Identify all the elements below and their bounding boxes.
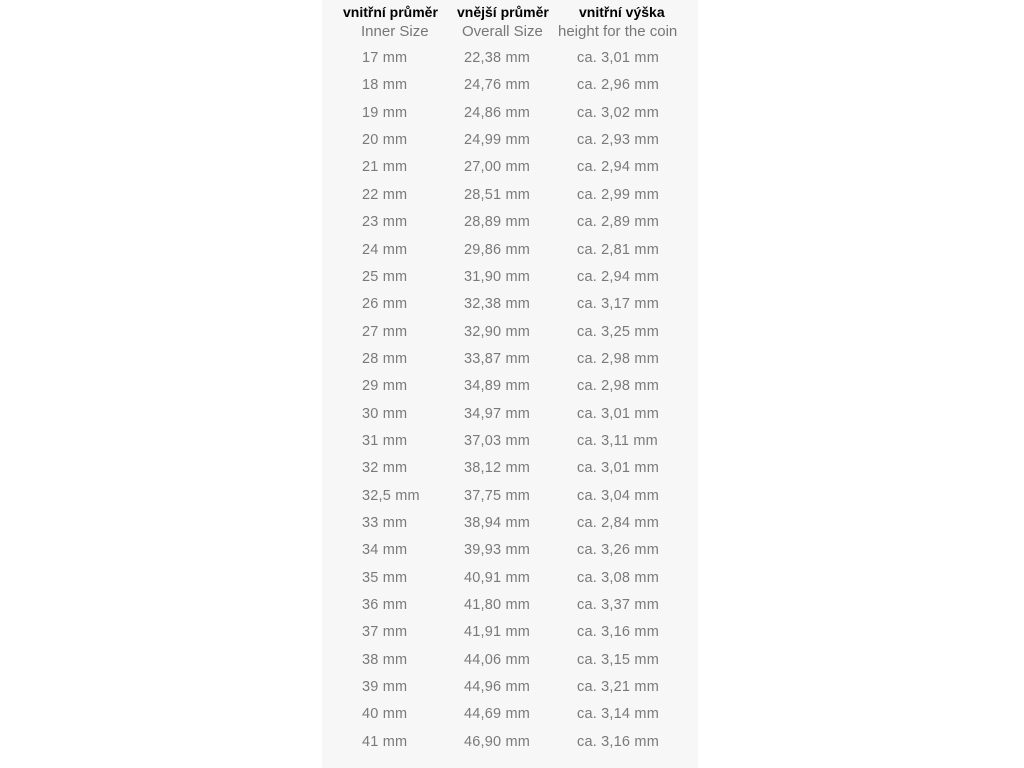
- overall-size-cell: 46,90 mm: [464, 733, 531, 750]
- table-row: [322, 132, 698, 152]
- table-row: [322, 187, 698, 207]
- table-row: [322, 706, 698, 726]
- overall-size-cell: 29,86 mm: [464, 241, 531, 258]
- table-row: [322, 624, 698, 644]
- inner-size-cell: 38 mm: [362, 651, 408, 668]
- table-row: [322, 433, 698, 453]
- table-row: [322, 242, 698, 262]
- overall-size-cell: 34,97 mm: [464, 405, 531, 422]
- table-row: [322, 542, 698, 562]
- height-cell: ca. 3,17 mm: [577, 296, 659, 313]
- overall-size-cell: 27,00 mm: [464, 159, 531, 176]
- overall-size-cell: 28,89 mm: [464, 214, 531, 231]
- height-cell: ca. 3,15 mm: [577, 651, 659, 668]
- inner-size-cell: 37 mm: [362, 624, 408, 641]
- header-height-en: height for the coin: [558, 23, 678, 40]
- inner-size-cell: 39 mm: [362, 679, 408, 696]
- height-cell: ca. 2,94 mm: [577, 268, 659, 285]
- header-height-cz: vnitřní výška: [579, 4, 665, 20]
- height-cell: ca. 3,08 mm: [577, 569, 659, 586]
- table-row: [322, 159, 698, 179]
- inner-size-cell: 25 mm: [362, 268, 408, 285]
- height-cell: ca. 3,11 mm: [577, 432, 658, 449]
- table-row: [322, 570, 698, 590]
- table-row: [322, 734, 698, 754]
- table-row: [322, 105, 698, 125]
- overall-size-cell: 38,94 mm: [464, 515, 531, 531]
- overall-size-cell: 37,03 mm: [464, 432, 531, 449]
- header-inner-en: Inner Size: [361, 23, 429, 40]
- inner-size-cell: 23 mm: [362, 214, 408, 231]
- table-row: [322, 406, 698, 426]
- height-cell: ca. 2,98 mm: [577, 378, 659, 395]
- inner-size-cell: 40 mm: [362, 706, 408, 723]
- height-cell: ca. 3,21 mm: [577, 679, 659, 696]
- table-row: [322, 77, 698, 97]
- inner-size-cell: 18 mm: [362, 77, 408, 94]
- table-row: [322, 597, 698, 617]
- inner-size-cell: 21 mm: [362, 159, 408, 176]
- inner-size-cell: 20 mm: [362, 132, 408, 149]
- inner-size-cell: 34 mm: [362, 542, 408, 559]
- table-row: [322, 652, 698, 672]
- overall-size-cell: 40,91 mm: [464, 569, 531, 586]
- overall-size-cell: 24,76 mm: [464, 77, 531, 94]
- size-table: [322, 0, 698, 768]
- header-overall-cz: vnější průměr: [457, 4, 549, 20]
- height-cell: ca. 3,01 mm: [577, 405, 659, 422]
- inner-size-cell: 19 mm: [362, 104, 408, 121]
- height-cell: ca. 3,25 mm: [577, 323, 659, 340]
- height-cell: ca. 2,96 mm: [577, 77, 659, 94]
- table-row: [322, 269, 698, 289]
- inner-size-cell: 29 mm: [362, 378, 408, 395]
- height-cell: ca. 2,99 mm: [577, 186, 659, 203]
- inner-size-cell: 27 mm: [362, 323, 408, 340]
- overall-size-cell: 28,51 mm: [464, 186, 531, 203]
- height-cell: ca. 2,98 mm: [577, 350, 659, 367]
- overall-size-cell: 41,80 mm: [464, 597, 531, 613]
- overall-size-cell: 24,99 mm: [464, 132, 531, 149]
- inner-size-cell: 36 mm: [362, 597, 408, 613]
- overall-size-cell: 34,89 mm: [464, 378, 531, 395]
- inner-size-cell: 31 mm: [362, 432, 408, 449]
- header-overall-en: Overall Size: [462, 23, 543, 40]
- inner-size-cell: 24 mm: [362, 241, 408, 258]
- table-row: [322, 515, 698, 535]
- height-cell: ca. 2,81 mm: [577, 241, 659, 258]
- overall-size-cell: 44,06 mm: [464, 651, 531, 668]
- table-row: [322, 324, 698, 344]
- height-cell: ca. 2,89 mm: [577, 214, 659, 231]
- height-cell: ca. 3,04 mm: [577, 487, 659, 504]
- height-cell: ca. 3,14 mm: [577, 706, 659, 723]
- overall-size-cell: 44,69 mm: [464, 706, 531, 723]
- height-cell: ca. 3,26 mm: [577, 542, 659, 559]
- overall-size-cell: 22,38 mm: [464, 50, 531, 66]
- table-row: [322, 679, 698, 699]
- inner-size-cell: 33 mm: [362, 515, 408, 531]
- height-cell: ca. 3,01 mm: [577, 460, 659, 477]
- inner-size-cell: 17 mm: [362, 50, 408, 66]
- table-row: [322, 460, 698, 480]
- overall-size-cell: 24,86 mm: [464, 104, 531, 121]
- inner-size-cell: 41 mm: [362, 733, 408, 750]
- overall-size-cell: 44,96 mm: [464, 679, 531, 696]
- overall-size-cell: 38,12 mm: [464, 460, 531, 477]
- height-cell: ca. 2,94 mm: [577, 159, 659, 176]
- overall-size-cell: 37,75 mm: [464, 487, 531, 504]
- overall-size-cell: 39,93 mm: [464, 542, 531, 559]
- inner-size-cell: 32,5 mm: [362, 487, 420, 504]
- table-row: [322, 214, 698, 234]
- table-row: [322, 378, 698, 398]
- inner-size-cell: 35 mm: [362, 569, 408, 586]
- table-row: [322, 351, 698, 371]
- height-cell: ca. 2,84 mm: [577, 515, 659, 531]
- inner-size-cell: 26 mm: [362, 296, 408, 313]
- table-row: [322, 50, 698, 70]
- inner-size-cell: 30 mm: [362, 405, 408, 422]
- height-cell: ca. 3,01 mm: [577, 50, 659, 66]
- inner-size-cell: 28 mm: [362, 350, 408, 367]
- table-row: [322, 488, 698, 508]
- height-cell: ca. 3,16 mm: [577, 624, 659, 641]
- overall-size-cell: 33,87 mm: [464, 350, 531, 367]
- height-cell: ca. 3,37 mm: [577, 597, 659, 613]
- inner-size-cell: 22 mm: [362, 186, 408, 203]
- overall-size-cell: 31,90 mm: [464, 268, 531, 285]
- height-cell: ca. 3,16 mm: [577, 733, 659, 750]
- overall-size-cell: 32,90 mm: [464, 323, 531, 340]
- overall-size-cell: 32,38 mm: [464, 296, 531, 313]
- height-cell: ca. 2,93 mm: [577, 132, 659, 149]
- overall-size-cell: 41,91 mm: [464, 624, 531, 641]
- height-cell: ca. 3,02 mm: [577, 104, 659, 121]
- header-inner-cz: vnitřní průměr: [343, 4, 438, 20]
- inner-size-cell: 32 mm: [362, 460, 408, 477]
- table-row: [322, 296, 698, 316]
